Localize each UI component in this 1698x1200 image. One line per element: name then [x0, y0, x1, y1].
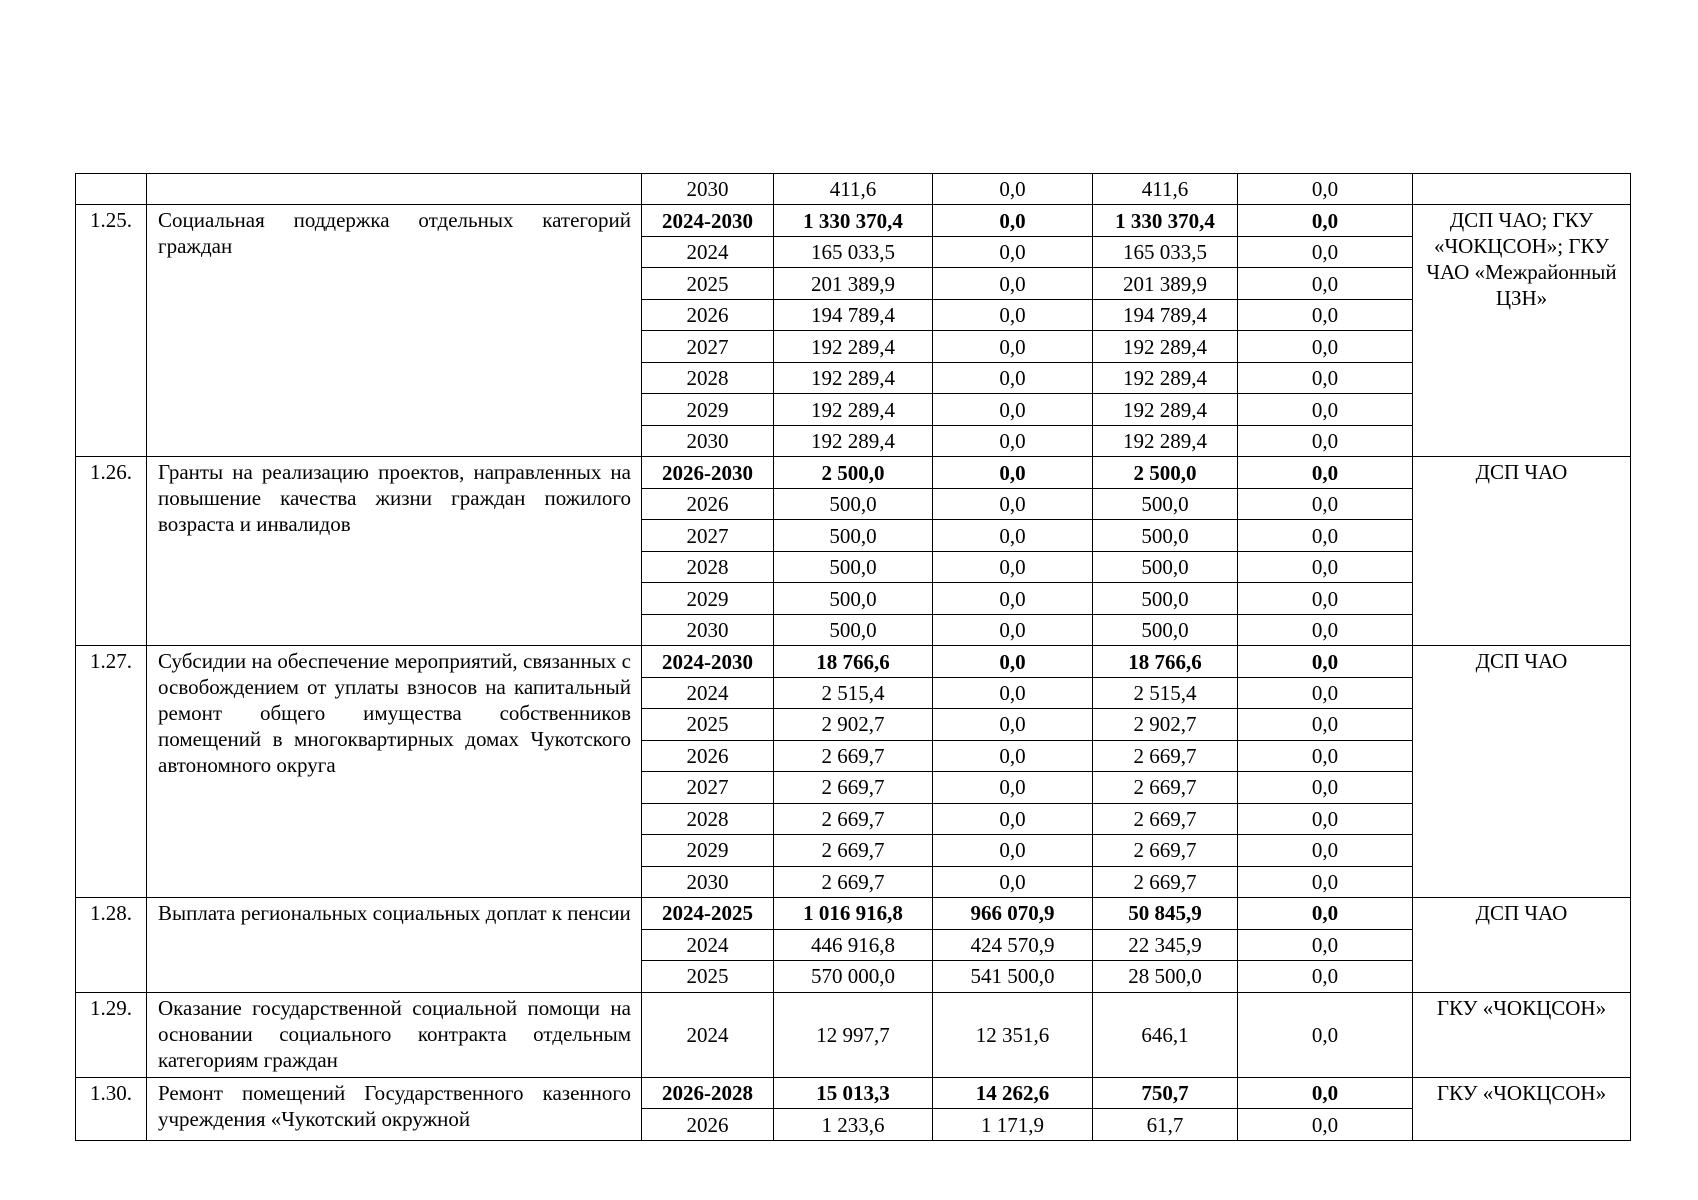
federal-budget-cell: 0,0: [933, 646, 1093, 677]
federal-budget-cell: 966 070,9: [933, 898, 1093, 929]
year-cell: 2024: [642, 929, 774, 960]
other-sources-cell: 0,0: [1238, 520, 1413, 551]
federal-budget-cell: 0,0: [933, 457, 1093, 488]
total-cell: 570 000,0: [774, 961, 933, 992]
regional-budget-cell: 192 289,4: [1093, 425, 1238, 456]
total-cell: 18 766,6: [774, 646, 933, 677]
item-summary-row: [76, 646, 1631, 677]
year-cell: 2024-2030: [642, 205, 774, 236]
item-number-cell: 1.28.: [76, 898, 147, 992]
item-name-cell: Ремонт помещений Государственного казенного учреждения «Чукотский окружной: [147, 1077, 642, 1140]
regional-budget-cell: 2 669,7: [1093, 740, 1238, 771]
total-cell: 12 997,7: [774, 992, 933, 1077]
regional-budget-cell: 194 789,4: [1093, 299, 1238, 330]
item-summary-row: [76, 205, 1631, 236]
year-cell: 2026: [642, 299, 774, 330]
federal-budget-cell: 0,0: [933, 677, 1093, 708]
federal-budget-cell: 1 171,9: [933, 1109, 1093, 1141]
federal-budget-cell: 0,0: [933, 583, 1093, 614]
federal-budget-cell: 0,0: [933, 174, 1093, 205]
total-cell: 2 669,7: [774, 866, 933, 897]
regional-budget-cell: 61,7: [1093, 1109, 1238, 1141]
federal-budget-cell: 0,0: [933, 299, 1093, 330]
total-cell: 2 669,7: [774, 835, 933, 866]
regional-budget-cell: 192 289,4: [1093, 331, 1238, 362]
other-sources-cell: 0,0: [1238, 835, 1413, 866]
year-cell: 2030: [642, 425, 774, 456]
federal-budget-cell: 0,0: [933, 835, 1093, 866]
other-sources-cell: 0,0: [1238, 929, 1413, 960]
regional-budget-cell: 500,0: [1093, 614, 1238, 645]
other-sources-cell: 0,0: [1238, 1077, 1413, 1108]
responsible-cell: ГКУ «ЧОКЦСОН»: [1413, 1077, 1631, 1140]
regional-budget-cell: 750,7: [1093, 1077, 1238, 1108]
total-cell: 192 289,4: [774, 331, 933, 362]
federal-budget-cell: 0,0: [933, 362, 1093, 393]
budget-table: [75, 173, 1631, 1141]
total-cell: 2 669,7: [774, 803, 933, 834]
other-sources-cell: 0,0: [1238, 488, 1413, 519]
item-number-cell: 1.25.: [76, 205, 147, 457]
year-cell: 2026-2028: [642, 1077, 774, 1108]
total-cell: 2 500,0: [774, 457, 933, 488]
federal-budget-cell: 541 500,0: [933, 961, 1093, 992]
total-cell: 192 289,4: [774, 394, 933, 425]
other-sources-cell: 0,0: [1238, 331, 1413, 362]
federal-budget-cell: 0,0: [933, 236, 1093, 267]
total-cell: 201 389,9: [774, 268, 933, 299]
year-cell: 2024: [642, 992, 774, 1077]
total-cell: 500,0: [774, 551, 933, 582]
regional-budget-cell: 500,0: [1093, 551, 1238, 582]
federal-budget-cell: 0,0: [933, 866, 1093, 897]
item-number-cell: 1.29.: [76, 992, 147, 1077]
federal-budget-cell: 0,0: [933, 425, 1093, 456]
other-sources-cell: 0,0: [1238, 677, 1413, 708]
federal-budget-cell: 0,0: [933, 268, 1093, 299]
total-cell: 411,6: [774, 174, 933, 205]
other-sources-cell: 0,0: [1238, 740, 1413, 771]
year-cell: 2025: [642, 268, 774, 299]
federal-budget-cell: 0,0: [933, 488, 1093, 519]
total-cell: 2 669,7: [774, 772, 933, 803]
total-cell: 500,0: [774, 520, 933, 551]
year-cell: 2026: [642, 740, 774, 771]
year-cell: 2026-2030: [642, 457, 774, 488]
regional-budget-cell: 500,0: [1093, 488, 1238, 519]
other-sources-cell: 0,0: [1238, 709, 1413, 740]
other-sources-cell: 0,0: [1238, 583, 1413, 614]
responsible-cell: ГКУ «ЧОКЦСОН»: [1413, 992, 1631, 1077]
table-body: [76, 174, 1631, 1141]
item-name-cell: Оказание государственной социальной помощи на основании социального контракта отдельным категориям граждан: [147, 992, 642, 1077]
regional-budget-cell: 500,0: [1093, 583, 1238, 614]
item-summary-row: [76, 457, 1631, 488]
year-cell: 2024-2030: [642, 646, 774, 677]
item-name-cell: Социальная поддержка отдельных категорий граждан: [147, 205, 642, 457]
federal-budget-cell: 424 570,9: [933, 929, 1093, 960]
total-cell: 192 289,4: [774, 425, 933, 456]
regional-budget-cell: 2 669,7: [1093, 772, 1238, 803]
other-sources-cell: 0,0: [1238, 362, 1413, 393]
other-sources-cell: 0,0: [1238, 898, 1413, 929]
federal-budget-cell: 0,0: [933, 709, 1093, 740]
year-cell: 2028: [642, 803, 774, 834]
regional-budget-cell: 2 500,0: [1093, 457, 1238, 488]
year-cell: 2027: [642, 520, 774, 551]
regional-budget-cell: 50 845,9: [1093, 898, 1238, 929]
other-sources-cell: 0,0: [1238, 299, 1413, 330]
total-cell: 192 289,4: [774, 362, 933, 393]
year-cell: 2029: [642, 394, 774, 425]
other-sources-cell: 0,0: [1238, 236, 1413, 267]
year-cell: 2025: [642, 709, 774, 740]
responsible-cell: [1413, 174, 1631, 205]
other-sources-cell: 0,0: [1238, 205, 1413, 236]
year-cell: 2030: [642, 866, 774, 897]
federal-budget-cell: 12 351,6: [933, 992, 1093, 1077]
federal-budget-cell: 0,0: [933, 740, 1093, 771]
total-cell: 2 902,7: [774, 709, 933, 740]
item-name-cell: Выплата региональных социальных доплат к пенсии: [147, 898, 642, 992]
total-cell: 500,0: [774, 614, 933, 645]
year-cell: 2029: [642, 583, 774, 614]
item-name-cell: Субсидии на обеспечение мероприятий, связанных с освобождением от уплаты взносов на капитальный ремонт общего имущества собственников помещений в многоквартирных домах Чукотского автономного округа: [147, 646, 642, 898]
item-number-cell: 1.26.: [76, 457, 147, 646]
regional-budget-cell: 18 766,6: [1093, 646, 1238, 677]
item-number-cell: 1.30.: [76, 1077, 147, 1140]
item-summary-row: [76, 898, 1631, 929]
regional-budget-cell: 411,6: [1093, 174, 1238, 205]
year-cell: 2024-2025: [642, 898, 774, 929]
item-name-cell: [147, 174, 642, 205]
continuation-row: [76, 174, 1631, 205]
year-cell: 2028: [642, 362, 774, 393]
item-summary-row: [76, 992, 1631, 1077]
other-sources-cell: 0,0: [1238, 646, 1413, 677]
federal-budget-cell: 0,0: [933, 772, 1093, 803]
regional-budget-cell: 2 669,7: [1093, 835, 1238, 866]
regional-budget-cell: 2 669,7: [1093, 866, 1238, 897]
federal-budget-cell: 0,0: [933, 394, 1093, 425]
other-sources-cell: 0,0: [1238, 1109, 1413, 1141]
other-sources-cell: 0,0: [1238, 803, 1413, 834]
federal-budget-cell: 0,0: [933, 205, 1093, 236]
other-sources-cell: 0,0: [1238, 174, 1413, 205]
regional-budget-cell: 165 033,5: [1093, 236, 1238, 267]
total-cell: 165 033,5: [774, 236, 933, 267]
federal-budget-cell: 0,0: [933, 803, 1093, 834]
other-sources-cell: 0,0: [1238, 457, 1413, 488]
responsible-cell: ДСП ЧАО: [1413, 646, 1631, 898]
other-sources-cell: 0,0: [1238, 866, 1413, 897]
regional-budget-cell: 1 330 370,4: [1093, 205, 1238, 236]
year-cell: 2024: [642, 236, 774, 267]
regional-budget-cell: 28 500,0: [1093, 961, 1238, 992]
year-cell: 2025: [642, 961, 774, 992]
other-sources-cell: 0,0: [1238, 961, 1413, 992]
other-sources-cell: 0,0: [1238, 551, 1413, 582]
total-cell: 194 789,4: [774, 299, 933, 330]
federal-budget-cell: 0,0: [933, 614, 1093, 645]
responsible-cell: ДСП ЧАО; ГКУ «ЧОКЦСОН»; ГКУ ЧАО «Межрайонный ЦЗН»: [1413, 205, 1631, 457]
regional-budget-cell: 2 515,4: [1093, 677, 1238, 708]
total-cell: 2 515,4: [774, 677, 933, 708]
responsible-cell: ДСП ЧАО: [1413, 457, 1631, 646]
regional-budget-cell: 201 389,9: [1093, 268, 1238, 299]
item-name-cell: Гранты на реализацию проектов, направленных на повышение качества жизни граждан пожилого возраста и инвалидов: [147, 457, 642, 646]
item-number-cell: 1.27.: [76, 646, 147, 898]
regional-budget-cell: 646,1: [1093, 992, 1238, 1077]
total-cell: 2 669,7: [774, 740, 933, 771]
year-cell: 2030: [642, 614, 774, 645]
other-sources-cell: 0,0: [1238, 394, 1413, 425]
other-sources-cell: 0,0: [1238, 772, 1413, 803]
federal-budget-cell: 14 262,6: [933, 1077, 1093, 1108]
other-sources-cell: 0,0: [1238, 614, 1413, 645]
total-cell: 1 016 916,8: [774, 898, 933, 929]
year-cell: 2029: [642, 835, 774, 866]
total-cell: 500,0: [774, 583, 933, 614]
year-cell: 2026: [642, 488, 774, 519]
other-sources-cell: 0,0: [1238, 992, 1413, 1077]
year-cell: 2024: [642, 677, 774, 708]
total-cell: 1 330 370,4: [774, 205, 933, 236]
year-cell: 2027: [642, 772, 774, 803]
total-cell: 500,0: [774, 488, 933, 519]
regional-budget-cell: 192 289,4: [1093, 394, 1238, 425]
year-cell: 2026: [642, 1109, 774, 1141]
regional-budget-cell: 192 289,4: [1093, 362, 1238, 393]
regional-budget-cell: 500,0: [1093, 520, 1238, 551]
item-number-cell: [76, 174, 147, 205]
federal-budget-cell: 0,0: [933, 520, 1093, 551]
regional-budget-cell: 2 902,7: [1093, 709, 1238, 740]
total-cell: 446 916,8: [774, 929, 933, 960]
federal-budget-cell: 0,0: [933, 331, 1093, 362]
item-summary-row: [76, 1077, 1631, 1108]
year-cell: 2028: [642, 551, 774, 582]
total-cell: 15 013,3: [774, 1077, 933, 1108]
year-cell: 2027: [642, 331, 774, 362]
total-cell: 1 233,6: [774, 1109, 933, 1141]
regional-budget-cell: 2 669,7: [1093, 803, 1238, 834]
regional-budget-cell: 22 345,9: [1093, 929, 1238, 960]
federal-budget-cell: 0,0: [933, 551, 1093, 582]
other-sources-cell: 0,0: [1238, 425, 1413, 456]
other-sources-cell: 0,0: [1238, 268, 1413, 299]
responsible-cell: ДСП ЧАО: [1413, 898, 1631, 992]
year-cell: 2030: [642, 174, 774, 205]
